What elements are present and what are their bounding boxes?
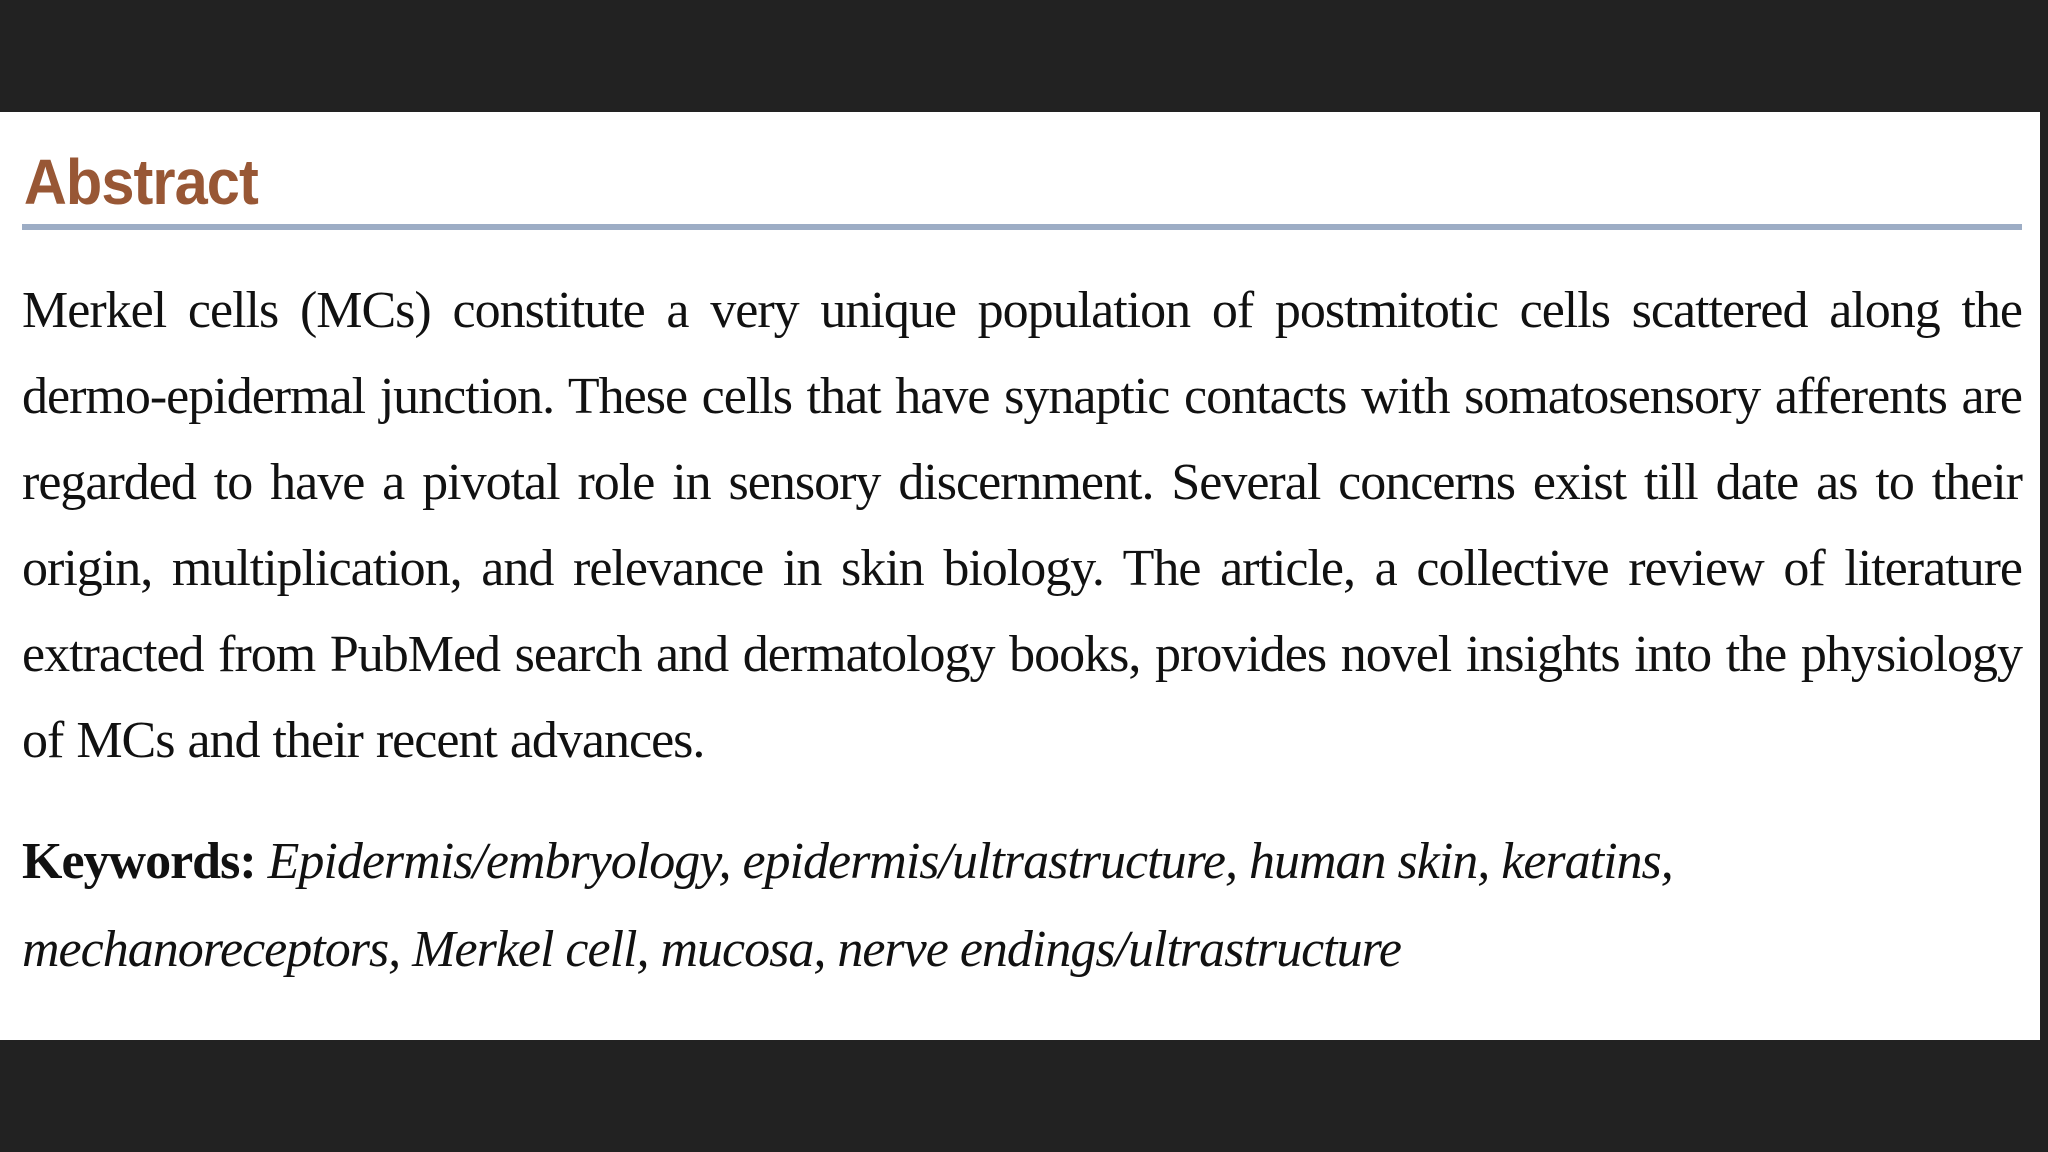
abstract-section xyxy=(22,142,2022,994)
keywords-line xyxy=(22,818,2022,994)
abstract-heading: Abstract xyxy=(23,146,258,218)
heading-divider xyxy=(22,224,2022,230)
keywords-list: Epidermis/embryology, epidermis/ultrastructure, human skin, keratins, mechanoreceptors, Merkel cell, mucosa, nerve endings/ultrastructure xyxy=(22,833,1673,978)
document-frame xyxy=(0,112,2040,1040)
abstract-paragraph: Merkel cells (MCs) constitute a very unique population of postmitotic cells scattered along the dermo-epidermal junction. These cells that have synaptic contacts with somatosensory afferents are regarded to have a pivotal role in sensory discernment. Several concerns exist till date as to their origin, multiplication, and relevance in skin biology. The article, a collective review of literature extracted from PubMed search and dermatology books, provides novel insights into the physiology of MCs and their recent advances. xyxy=(22,282,2022,769)
keywords-label: Keywords: xyxy=(22,833,256,890)
